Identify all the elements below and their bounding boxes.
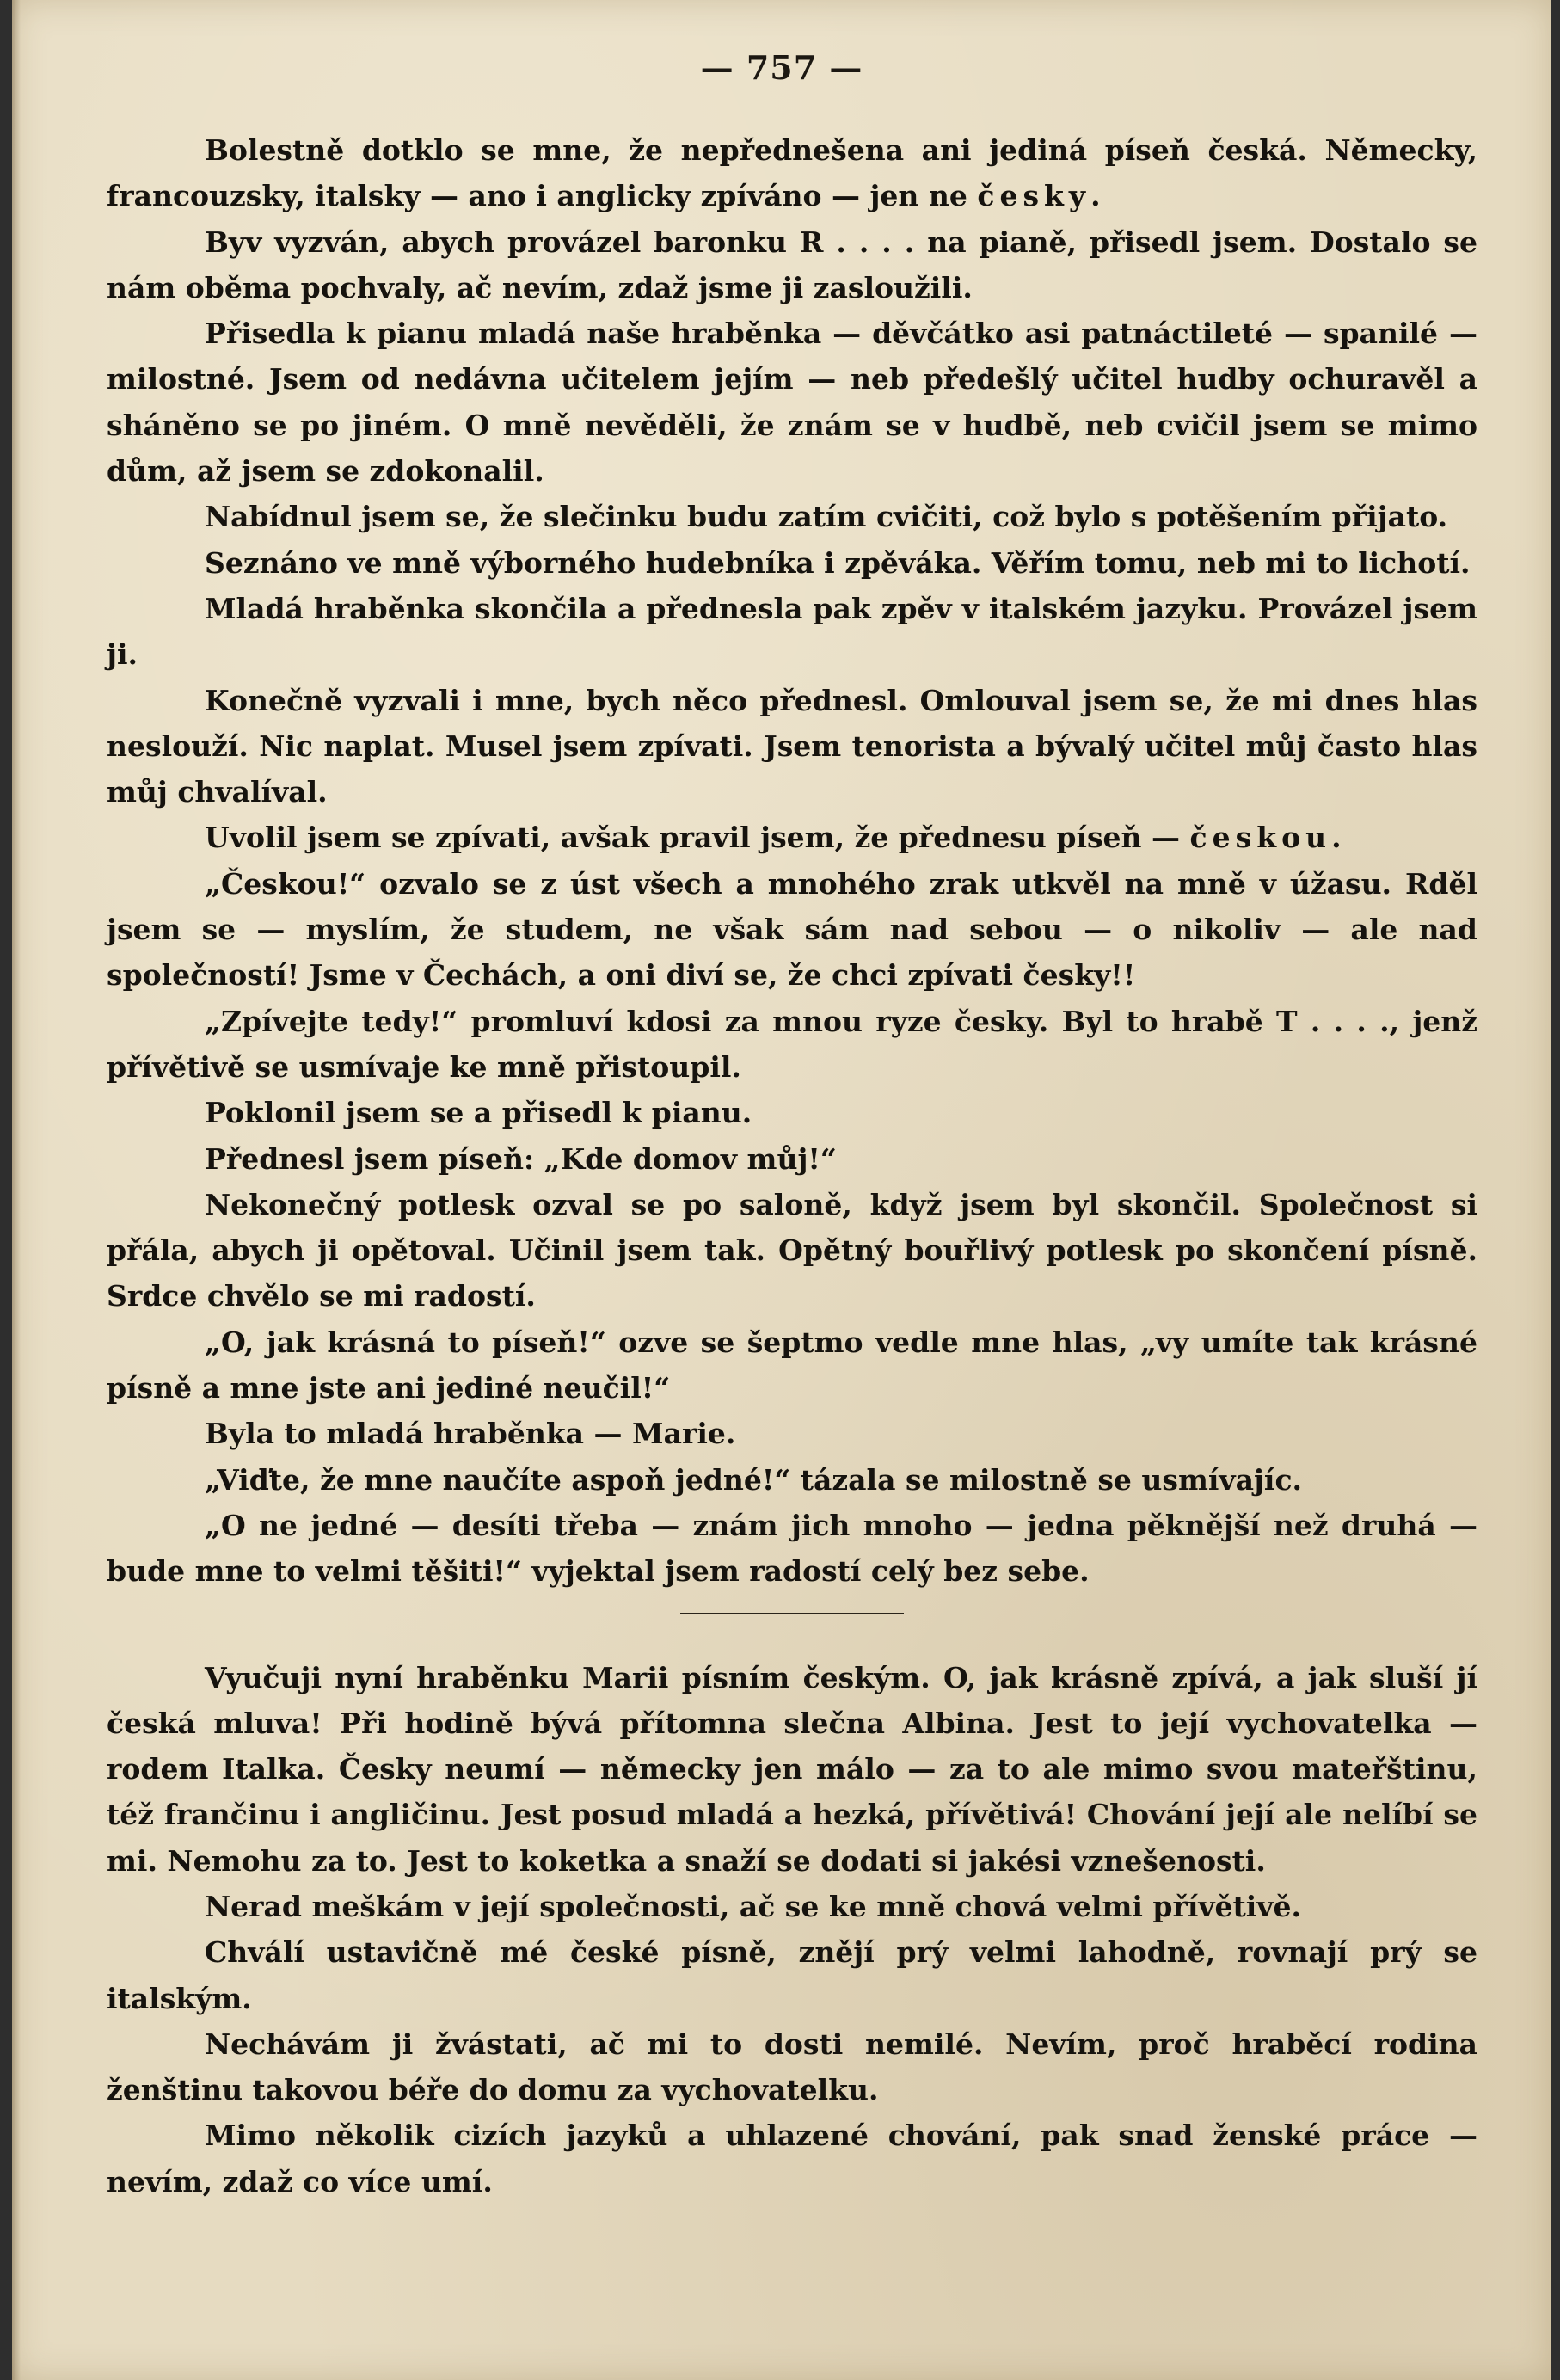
paragraph [107, 1884, 1477, 1929]
paragraph [107, 1090, 1477, 1135]
paragraph-text: „Českou!“ ozvalo se z úst všech a mnohého zrak utkvěl na mně v úžasu. Rděl jsem se — myslím, že studem, ne však sám nad sebou — o nikoliv — ale nad společností! Jsme v Čechách, a oni diví se, že chci zpívati česky!! [107, 866, 1477, 993]
paragraph-text: Přisedla k pianu mladá naše hraběnka — děvčátko asi patnáctileté — spanilé — milostné. Jsem od nedávna učitelem jejím — neb předešlý učitel hudby ochuravěl a sháněno se po jiném. O mně nevěděli, že znám se v hudbě, neb cvičil jsem se mimo dům, až jsem se zdokonalil. [107, 317, 1477, 489]
paragraph-text: Mimo několik cizích jazyků a uhlazené chování, pak snad ženské práce — nevím, zdaž co více umí. [107, 2119, 1477, 2199]
paragraph [107, 219, 1477, 311]
section-2 [107, 1655, 1477, 2205]
paragraph-text: „O, jak krásná to píseň!“ ozve se šeptmo vedle mne hlas, „vy umíte tak krásné písně a mne jste ani jediné neučil!“ [107, 1325, 1477, 1405]
paragraph [107, 311, 1477, 494]
paragraph-text: Uvolil jsem se zpívati, avšak pravil jsem, že přednesu píseň — [205, 821, 1190, 855]
emphasized-word: českou [1189, 821, 1332, 855]
paragraph [107, 1182, 1477, 1319]
paragraph-tail: . [1331, 821, 1342, 855]
paragraph [107, 1655, 1477, 1884]
paragraph-text: „Zpívejte tedy!“ promluví kdosi za mnou ryze česky. Byl to hrabě T . . . ., jenž přívětivě se usmívaje ke mně přistoupil. [107, 1004, 1477, 1084]
paragraph-text: Nekonečný potlesk ozval se po saloně, když jsem byl skončil. Společnost si přála, abych ji opětoval. Učinil jsem tak. Opětný bouřlivý potlesk po skončení písně. Srdce chvělo se mi radostí. [107, 1187, 1477, 1313]
paragraph [107, 1503, 1477, 1595]
paragraph [107, 127, 1477, 219]
paragraph-text: Nechávám ji žvástati, ač mi to dosti nemilé. Nevím, proč hraběcí rodina ženštinu takovou béře do domu za vychovatelku. [107, 2026, 1477, 2107]
paragraph-text: Vyučuji nyní hraběnku Marii písním českým. O, jak krásně zpívá, a jak sluší jí česká mluva! Při hodině bývá přítomna slečna Albina. Jest to její vychovatelka — rodem Italka. Česky neumí — německy jen málo — za to ale mimo svou mateřštinu, též frančinu i angličinu. Jest posud mladá a hezká, přívětivá! Chování její ale nelíbí se mi. Nemohu za to. Jest to koketka a snaží se dodati si jakési vznešenosti. [107, 1660, 1477, 1878]
paragraph-text: Nerad meškám v její společnosti, ač se ke mně chová velmi přívětivě. [205, 1889, 1301, 1923]
paragraph [107, 1929, 1477, 2021]
paragraph-text: Nabídnul jsem se, že slečinku budu zatím cvičiti, což bylo s potěšením přijato. [205, 500, 1448, 534]
paragraph-text: Byla to mladá hraběnka — Marie. [205, 1417, 736, 1451]
book-page [12, 0, 1551, 2380]
page-number: — 757 — [700, 48, 863, 87]
paragraph-text: Byv vyzván, abych provázel baronku R . . . . na pianě, přisedl jsem. Dostalo se nám oběma pochvaly, ač nevím, zdaž jsme ji zasloužili. [107, 224, 1477, 304]
page-edge-shadow [12, 0, 21, 2380]
paragraph-text: Konečně vyzvali i mne, bych něco přednesl. Omlouval jsem se, že mi dnes hlas neslouží. Nic naplat. Musel jsem zpívati. Jsem tenorista a bývalý učitel můj často hlas můj chvalíval. [107, 683, 1477, 809]
paragraph [107, 861, 1477, 999]
page-body [107, 127, 1477, 2205]
section-divider [680, 1613, 904, 1614]
paragraph [107, 1411, 1477, 1456]
paragraph [107, 1457, 1477, 1503]
paragraph-text: Poklonil jsem se a přisedl k pianu. [205, 1096, 752, 1130]
paragraph-text: Mladá hraběnka skončila a přednesla pak zpěv v italském jazyku. Provázel jsem ji. [107, 591, 1477, 672]
paragraph [107, 2021, 1477, 2113]
paragraph [107, 1136, 1477, 1182]
paragraph-text: „O ne jedné — desíti třeba — znám jich mnoho — jedna pěknější než druhá — bude mne to velmi těšiti!“ vyjektal jsem radostí celý bez sebe. [107, 1508, 1477, 1589]
paragraph-text: Přednesl jsem píseň: „Kde domov můj!“ [205, 1141, 837, 1176]
paragraph-text: Chválí ustavičně mé české písně, znějí prý velmi lahodně, rovnají prý se italským. [107, 1935, 1477, 2015]
paragraph-text: Bolestně dotklo se mne, že nepřednešena ani jediná píseň česká. Německy, francouzsky, italsky — ano i anglicky zpíváno — jen ne [107, 133, 1477, 213]
paragraph [107, 494, 1477, 539]
paragraph [107, 999, 1477, 1091]
section-1 [107, 127, 1477, 1595]
paragraph [107, 678, 1477, 815]
paragraph [107, 1319, 1477, 1411]
paragraph [107, 2112, 1477, 2205]
paragraph [107, 540, 1477, 586]
paragraph-text: „Viďte, že mne naučíte aspoň jedné!“ tázala se milostně se usmívajíc. [205, 1462, 1303, 1497]
paragraph-text: Seznáno ve mně výborného hudebníka i zpěváka. Věřím tomu, neb mi to lichotí. [205, 545, 1471, 580]
emphasized-word: česky [977, 179, 1091, 213]
paragraph [107, 586, 1477, 678]
paragraph [107, 815, 1477, 860]
paragraph-tail: . [1090, 179, 1101, 213]
